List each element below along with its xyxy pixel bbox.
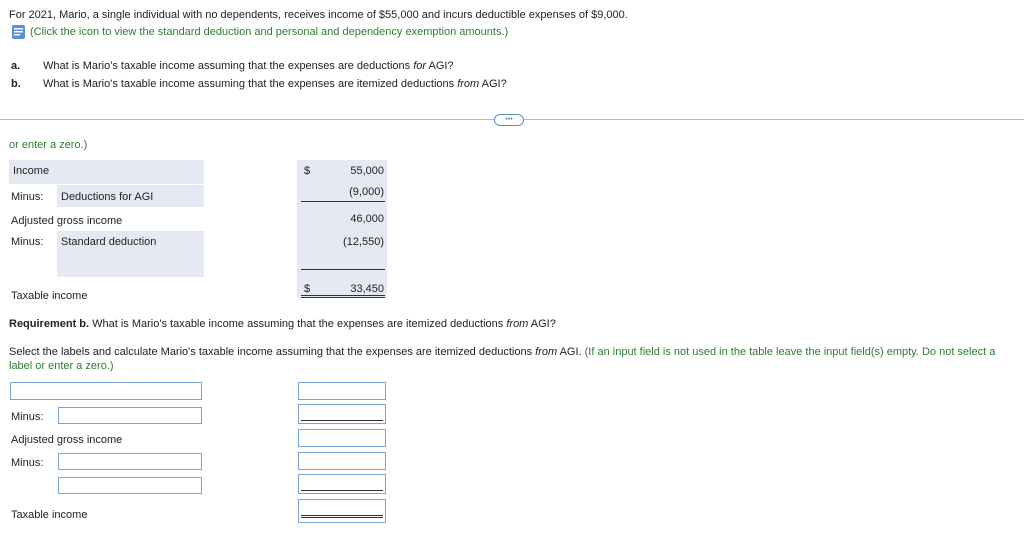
income-label: Income bbox=[13, 165, 50, 177]
taxable-income-label: Taxable income bbox=[11, 509, 88, 521]
agi-value: 46,000 bbox=[350, 213, 384, 225]
amount-input-from-agi[interactable] bbox=[298, 452, 386, 470]
taxable-income-value: 33,450 bbox=[350, 283, 384, 295]
total-double-line bbox=[301, 515, 383, 516]
total-double-line bbox=[301, 295, 385, 296]
dollar-sign: $ bbox=[304, 283, 311, 295]
amount-input-taxable-income[interactable] bbox=[298, 499, 386, 523]
deductions-for-agi-label: Deductions for AGI bbox=[61, 191, 154, 203]
dollar-sign: $ bbox=[304, 165, 311, 177]
standard-deduction-label: Standard deduction bbox=[61, 236, 157, 248]
taxable-income-label: Taxable income bbox=[11, 290, 88, 302]
question-a: a. What is Mario's taxable income assuming that the expenses are deductions for AGI? bbox=[11, 60, 454, 72]
info-link[interactable] bbox=[10, 24, 508, 40]
total-double-line bbox=[301, 297, 385, 298]
subtotal-line bbox=[301, 269, 385, 270]
amount-input-agi[interactable] bbox=[298, 429, 386, 447]
label-select-for-agi[interactable] bbox=[58, 407, 202, 424]
amount-input-income[interactable] bbox=[298, 382, 386, 400]
minus-label: Minus: bbox=[11, 411, 44, 423]
req-b-heading: Requirement b. What is Mario's taxable income assuming that the expenses are itemized deductions from AGI? bbox=[9, 318, 556, 330]
amount-input-for-agi[interactable] bbox=[298, 404, 386, 424]
expand-button[interactable]: ••• bbox=[494, 114, 524, 126]
agi-label: Adjusted gross income bbox=[11, 215, 123, 227]
req-a-instruction: or enter a zero.) bbox=[9, 139, 88, 151]
label-select-from-agi[interactable] bbox=[58, 453, 202, 470]
agi-label: Adjusted gross income bbox=[11, 434, 123, 446]
label-select-income[interactable] bbox=[10, 382, 202, 400]
req-b-instruction: Select the labels and calculate Mario's taxable income assuming that the expenses are itemized deductions from AGI. (If an input field is not used in the table leave the input field(s) empty. Do not select a label or enter a zero.) bbox=[9, 346, 996, 372]
standard-deduction-value: (12,550) bbox=[343, 236, 384, 248]
subtotal-line bbox=[301, 201, 385, 202]
total-double-line bbox=[301, 517, 383, 518]
label-select-from-agi-2[interactable] bbox=[58, 477, 202, 494]
minus-label: Minus: bbox=[11, 236, 44, 248]
subtotal-line bbox=[301, 420, 383, 421]
amount-input-from-agi-2[interactable] bbox=[298, 474, 386, 494]
deductions-value: (9,000) bbox=[349, 186, 384, 198]
document-icon[interactable] bbox=[10, 24, 28, 40]
problem-intro: For 2021, Mario, a single individual with no dependents, receives income of $55,000 and incurs deductible expenses of $9,000. bbox=[9, 9, 628, 21]
question-b: b. What is Mario's taxable income assuming that the expenses are itemized deductions from AGI? bbox=[11, 78, 507, 90]
value-shade bbox=[297, 160, 387, 298]
income-value: 55,000 bbox=[350, 165, 384, 177]
minus-label: Minus: bbox=[11, 457, 44, 469]
info-link-text[interactable]: (Click the icon to view the standard deduction and personal and dependency exemption amounts.) bbox=[30, 26, 509, 38]
subtotal-line bbox=[301, 490, 383, 491]
minus-label: Minus: bbox=[11, 191, 44, 203]
question-a-letter: a. bbox=[11, 60, 21, 72]
question-b-letter: b. bbox=[11, 78, 21, 90]
